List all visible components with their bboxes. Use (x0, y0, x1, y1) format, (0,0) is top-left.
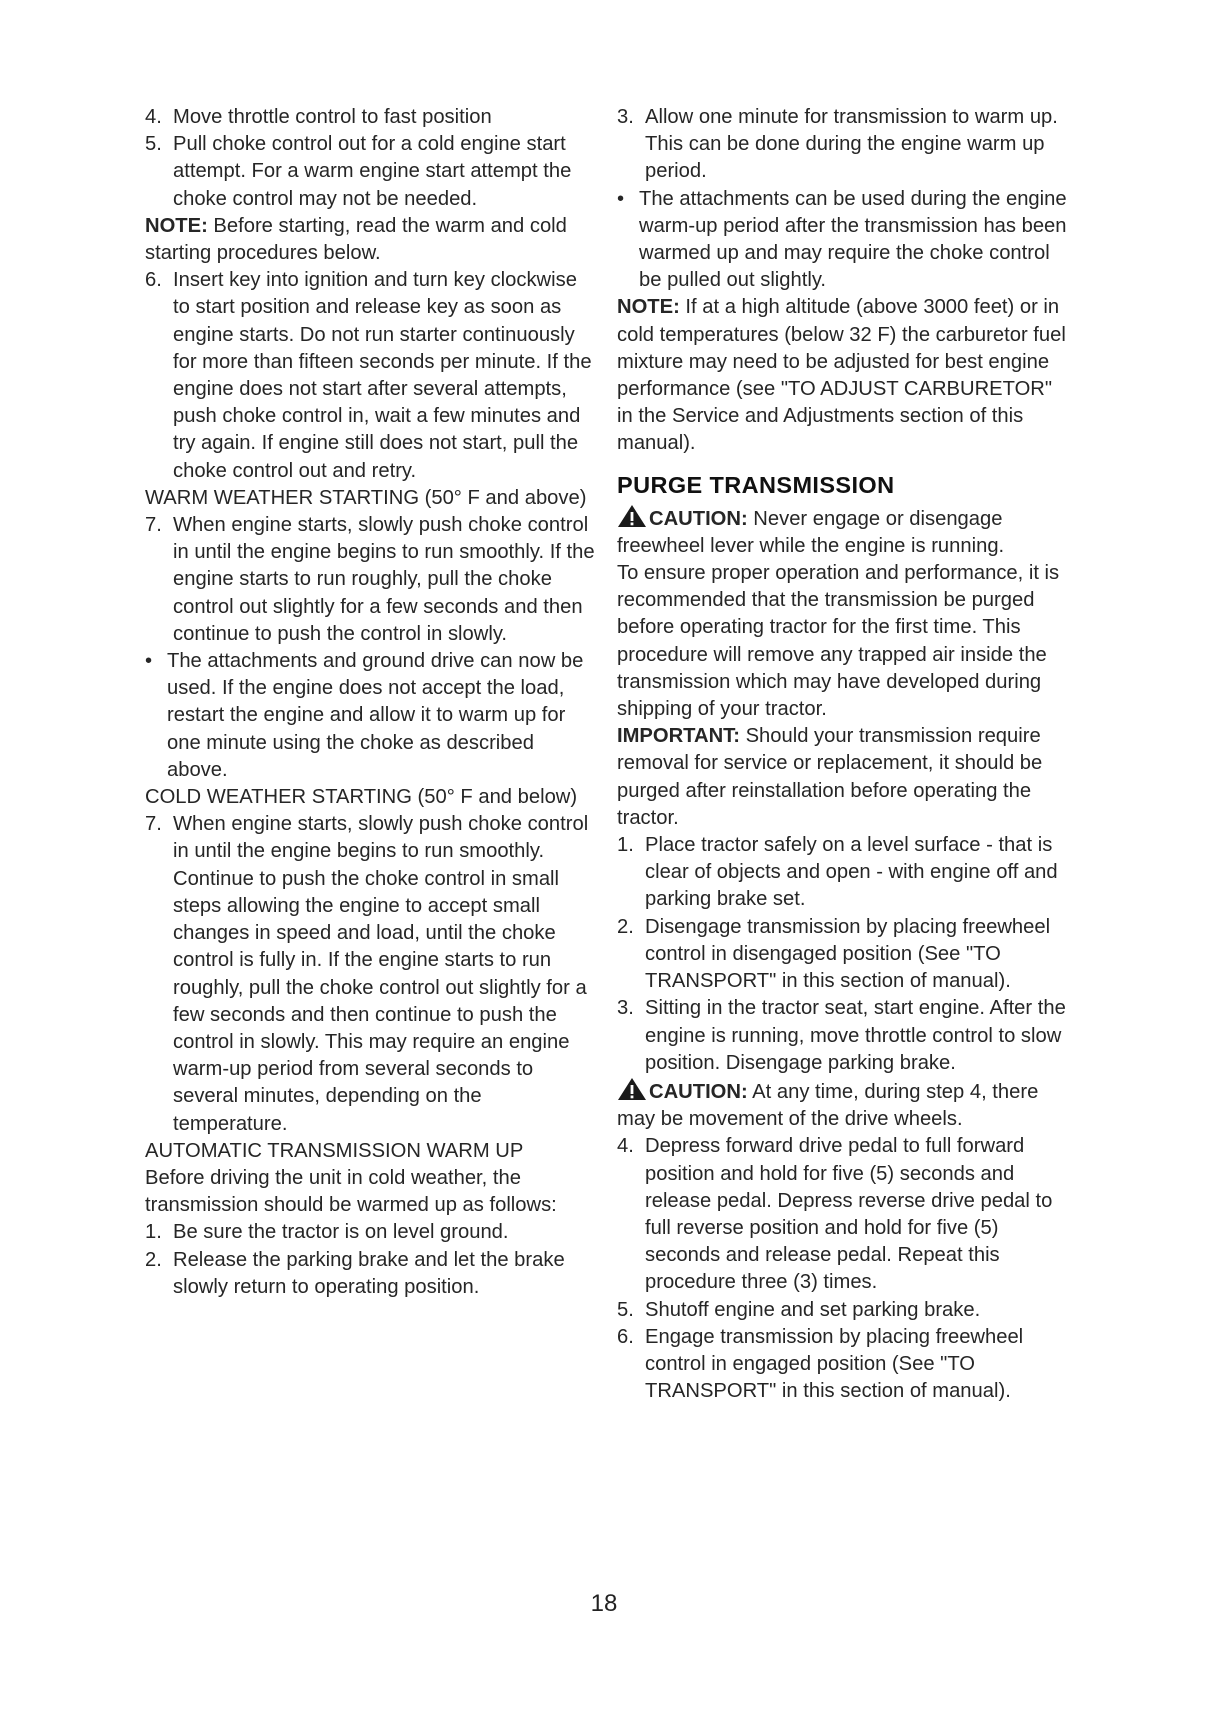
purge-step-5: 5. Shutoff engine and set parking brake. (617, 1298, 981, 1321)
auto-step-3: 3. Allow one minute for transmission to warm up. This can be done during the engine warm up period. (617, 106, 1058, 183)
purge-step-6: 6. Engage transmission by placing freewheel control in engaged position (See "TO TRANSPORT" in this section of manual). (617, 1325, 1024, 1403)
left-column (145, 104, 595, 1301)
warm-bullet: • The attachments and ground drive can now be used. If the engine does not accept the load, restart the engine and allow it to warm up for one minute using the choke as described above. (145, 650, 584, 781)
purge-step-2: 2. Disengage transmission by placing freewheel control in disengaged position (See "TO TRANSPORT" in this section of manual). (617, 915, 1051, 993)
purge-intro: To ensure proper operation and performance, it is recommended that the transmission be purged before operating tractor for the first time. This procedure will remove any trapped air inside the transmission which may have developed during shipping of your tractor. (617, 562, 1060, 721)
cold-step-7: 7. When engine starts, slowly push choke control in until the engine begins to run smoothly. Continue to push the choke control in small steps allowing the engine to accept small changes in speed and load, until the choke control is fully in. If the engine starts to run roughly, pull the choke control out slightly for a few seconds and then continue to push the control in slowly. This may require an engine warm-up period from several seconds to several minutes, depending on the temperature. (145, 813, 589, 1135)
auto-step-2: 2. Release the parking brake and let the brake slowly return to operating position. (145, 1248, 565, 1298)
cold-weather-heading: COLD WEATHER STARTING (50° F and below) (145, 786, 578, 809)
caution-movement: CAUTION: At any time, during step 4, there may be movement of the drive wheels. (617, 1077, 1072, 1133)
auto-transmission-intro: Before driving the unit in cold weather, the transmission should be warmed up as follows: (145, 1166, 557, 1217)
step-5: 5. Pull choke control out for a cold engine start attempt. For a warm engine start attempt the choke control may not be needed. (145, 133, 572, 210)
purge-transmission-heading: PURGE TRANSMISSION (617, 471, 895, 498)
right-column (617, 104, 1072, 1405)
warning-triangle-icon (617, 504, 647, 528)
caution-freewheel: CAUTION: Never engage or disengage freewheel lever while the engine is running. (617, 504, 1072, 560)
warm-step-7: 7. When engine starts, slowly push choke control in until the engine begins to run smoothly. If the engine starts to run roughly, pull the choke control out slightly for a few seconds and then continue to push the control in slowly. (145, 514, 595, 645)
note-starting: NOTE: Before starting, read the warm and cold starting procedures below. (145, 214, 567, 265)
auto-transmission-heading: AUTOMATIC TRANSMISSION WARM UP (145, 1139, 524, 1162)
purge-step-1: 1. Place tractor safely on a level surface - that is clear of objects and open - with engine off and parking brake set. (617, 834, 1058, 911)
note-altitude: NOTE: If at a high altitude (above 3000 feet) or in cold temperatures (below 32 F) the carburetor fuel mixture may need to be adjusted for best engine performance (see "TO ADJUST CARBURETOR" in the Service and Adjustments section of this manual). (617, 296, 1066, 455)
purge-step-4: 4. Depress forward drive pedal to full forward position and hold for five (5) seconds and release pedal. Depress reverse drive pedal to full reverse position and hold for five (5) seconds and release pedal. Repeat this procedure three (3) times. (617, 1135, 1053, 1294)
warm-weather-heading: WARM WEATHER STARTING (50° F and above) (145, 486, 587, 509)
auto-step-1: 1. Be sure the tractor is on level ground. (145, 1221, 509, 1244)
auto-bullet: • The attachments can be used during the engine warm-up period after the transmission has been warmed up and may require the choke control be pulled out slightly. (617, 187, 1067, 292)
warning-triangle-icon (617, 1077, 647, 1101)
purge-step-3: 3. Sitting in the tractor seat, start engine. After the engine is running, move throttle control to slow position. Disengage parking brake. (617, 997, 1066, 1074)
step-6: 6. Insert key into ignition and turn key clockwise to start position and release key as soon as engine starts. Do not run starter continuously for more than fifteen seconds per minute. If the engine does not start after several attempts, push choke control in, wait a few minutes and try again. If engine still does not start, pull the choke control out and retry. (145, 269, 592, 482)
important-note: IMPORTANT: Should your transmission require removal for service or replacement, it should be purged after reinstallation before operating the tractor. (617, 725, 1043, 829)
step-4: 4. Move throttle control to fast position (145, 106, 492, 128)
page-number: 18 (590, 1590, 618, 1617)
